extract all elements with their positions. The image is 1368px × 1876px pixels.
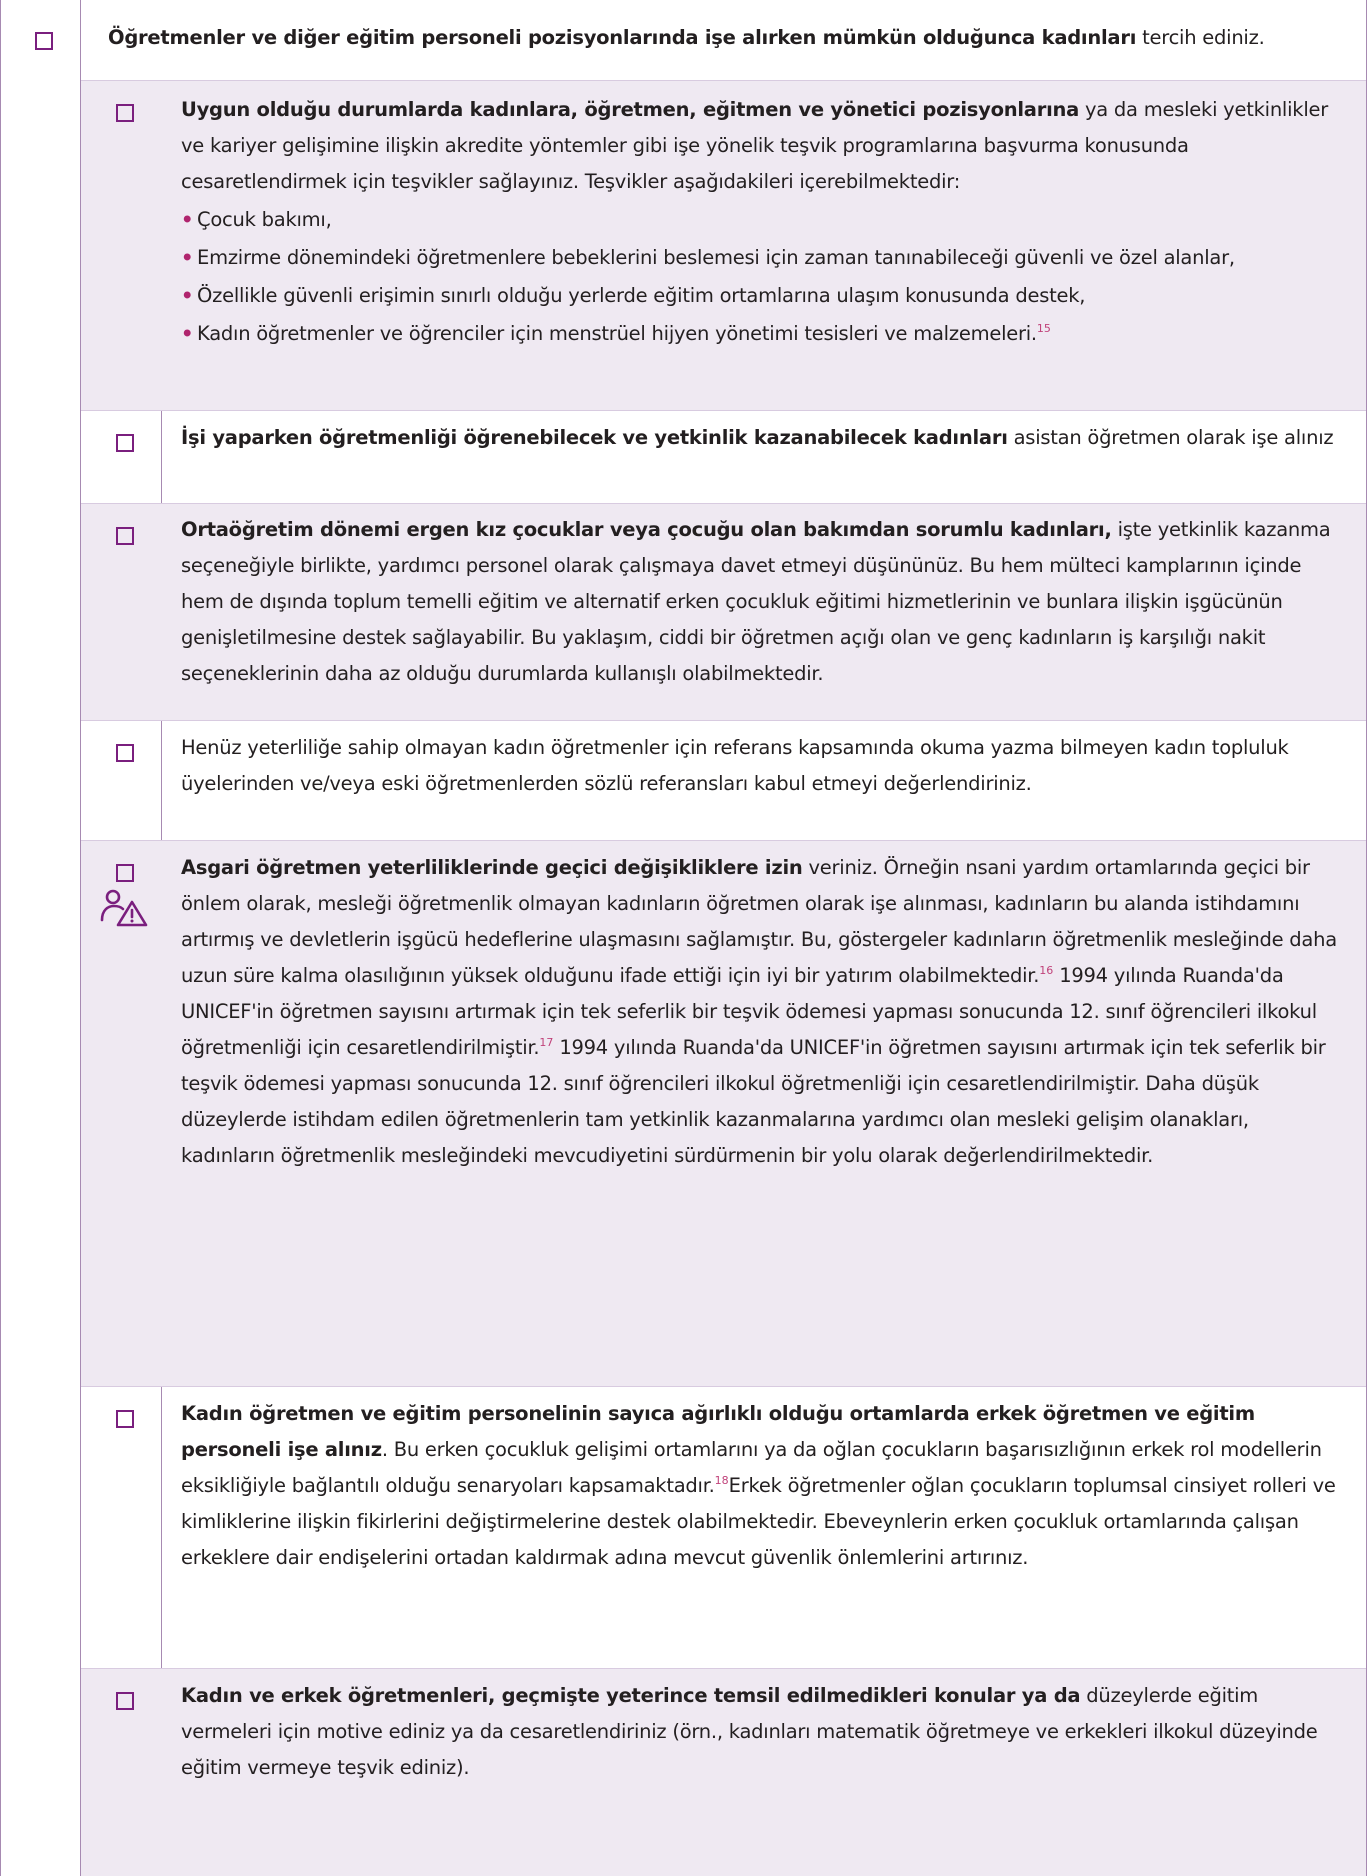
row-5-text (181, 850, 1341, 1174)
bullet-item: • Çocuk bakımı, (181, 202, 1341, 238)
row-1-bold-text: Uygun olduğu durumlarda kadınlara, öğretmen, eğitmen ve yönetici pozisyonlarına (181, 98, 1080, 121)
bullet-dot: • (181, 322, 194, 345)
row-4-rest-text: Henüz yeterliliğe sahip olmayan kadın öğretmenler için referans kapsamında okuma yazma bilmeyen kadın topluluk üyelerinden ve/veya eski öğretmenlerden sözlü referansları kabul etmeyi değerlendiriniz. (181, 736, 1289, 795)
row-1-rest-text: ya da mesleki yetkinlikler ve kariyer gelişimine ilişkin akredite yöntemler gibi işe yönelik teşvik programlarına başvurma konusunda cesaretlendirmek için teşvikler sağlayınız. Teşvikler aşağıdakileri içerebilmektedir: (181, 98, 1328, 193)
outer-right-border (1366, 0, 1367, 1876)
row-separator (81, 720, 1366, 721)
row-separator (81, 1668, 1366, 1669)
row-5-text-part-3: 1994 yılında Ruanda'da UNICEF'in öğretmen sayısını artırmak için tek seferlik bir teşvik ödemesi yapması sonucunda 12. sınıf öğrencileri ilkokul öğretmenliği için cesaretlendirilmiştir. Daha düşük düzeylerde istihdam edilen öğretmenlerin tam yetkinlik kazanmalarına yardımcı olan mesleki gelişim olanakları, kadınların öğretmenlik mesleğindeki mevcudiyetini sürdürmenin bir yolu olarak değerlendirilmektedir. (181, 1036, 1326, 1167)
row-2-bold-text: İşi yaparken öğretmenliği öğrenebilecek ve yetkinlik kazanabilecek kadınları (181, 426, 1008, 449)
checkbox-row-6[interactable] (116, 1410, 134, 1428)
bullet-item: • Kadın öğretmenler ve öğrenciler için menstrüel hijyen yönetimi tesisleri ve malzemeleri.$^{15}$ (181, 316, 1341, 352)
row-7-bold-text: Kadın ve erkek öğretmenleri, geçmişte yeterince temsil edilmedikleri konular ya da (181, 1684, 1081, 1707)
row-separator (81, 1386, 1366, 1387)
row-6-bold-text: Kadın öğretmen ve eğitim personelinin sayıca ağırlıklı olduğu ortamlarda erkek öğretmen ve eğitim personeli işe alınız (181, 1402, 1255, 1461)
outer-left-border (0, 0, 1, 1876)
bullet-dot: • (181, 284, 194, 307)
checkbox-row-1[interactable] (116, 104, 134, 122)
row-2-text (181, 420, 1341, 456)
row-6-text-part-1: . Bu erken çocukluk gelişimi ortamlarını ya da oğlan çocukların başarısızlığının erkek rol modellerin eksikliğiyle bağlantılı olduğu senaryoları kapsamaktadır. (181, 1438, 1322, 1497)
bullet-item: • Emzirme dönemindeki öğretmenlere bebeklerini beslemesi için zaman tanınabileceği güvenli ve özel alanlar, (181, 240, 1341, 276)
bullet-dot: • (181, 246, 194, 269)
row-3-bold-text: Ortaöğretim dönemi ergen kız çocuklar veya çocuğu olan bakımdan sorumlu kadınları, (181, 518, 1112, 541)
row-separator (81, 410, 1366, 411)
row-1-text (181, 92, 1341, 352)
footnote-ref[interactable]: 18 (714, 1474, 729, 1487)
person-warning-icon (100, 888, 148, 928)
checkbox-row-2[interactable] (116, 434, 134, 452)
row-2-rest-text: asistan öğretmen olarak işe alınız (1007, 426, 1334, 449)
row-5-text-part-2: 1994 yılında Ruanda'da UNICEF'in öğretmen sayısını artırmak için tek seferlik bir teşvik ödemesi yapması sonucunda 12. sınıf öğrencileri ilkokul öğretmenliği için cesaretlendirilmiştir. (181, 964, 1317, 1059)
top-column-divider (80, 0, 81, 80)
row-3-rest-text: işte yetkinlik kazanma seçeneğiyle birlikte, yardımcı personel olarak çalışmaya davet etmeyi düşününüz. Bu hem mülteci kamplarının içinde hem de dışında toplum temelli eğitim ve alternatif erken çocukluk eğitimi hizmetlerinin ve bunlara ilişkin işgücünün genişletilmesine destek sağlayabilir. Bu yaklaşım, ciddi bir öğretmen açığı olan ve genç kadınların iş karşılığı nakit seçeneklerinin daha az olduğu durumlarda kullanışlı olabilmektedir. (181, 518, 1331, 685)
row-separator (81, 503, 1366, 504)
bullet-item: • Özellikle güvenli erişimin sınırlı olduğu yerlerde eğitim ortamlarına ulaşım konusunda destek, (181, 278, 1341, 314)
checkbox-row-7[interactable] (116, 1692, 134, 1710)
row-7-text (181, 1678, 1341, 1786)
row-4-text (181, 730, 1341, 802)
footnote-ref[interactable]: 16 (1039, 964, 1054, 977)
checkbox-row-0[interactable] (35, 32, 53, 50)
row-0-bold-text: Öğretmenler ve diğer eğitim personeli pozisyonlarında işe alırken mümkün olduğunca kadınları (108, 26, 1137, 49)
row-5-bold-text: Asgari öğretmen yeterliliklerinde geçici değişikliklere izin (181, 856, 803, 879)
row-6-text-part-2: Erkek öğretmenler oğlan çocukların toplumsal cinsiyet rolleri ve kimliklerine ilişkin fikirlerini değiştirmelerine destek olabilmektedir. Ebeveynlerin erken çocukluk ortamlarında çalışan erkeklere dair endişelerini ortadan kaldırmak adına mevcut güvenlik önlemlerini artırınız. (181, 1474, 1336, 1569)
row-6-text (181, 1396, 1341, 1576)
row-0-rest-text: tercih ediniz. (1136, 26, 1265, 49)
bullet-dot: • (181, 208, 194, 231)
row-0-text (108, 20, 1358, 56)
row-separator (81, 80, 1366, 81)
row-7-rest-text: düzeylerde eğitim vermeleri için motive ediniz ya da cesaretlendiriniz (örn., kadınları matematik öğretmeye ve erkekleri ilkokul düzeyinde eğitim vermeye teşvik ediniz). (181, 1684, 1318, 1779)
footnote-ref[interactable]: 15 (1036, 322, 1051, 335)
checkbox-row-4[interactable] (116, 744, 134, 762)
checkbox-row-5[interactable] (116, 864, 134, 882)
row-3-text (181, 512, 1341, 692)
row-separator (81, 840, 1366, 841)
row-5-text-part-1: veriniz. Örneğin nsani yardım ortamlarında geçici bir önlem olarak, mesleği öğretmenlik olmayan kadınların öğretmen olarak işe alınması, kadınların bu alanda istihdamını artırmış ve devletlerin işgücü hedeflerine ulaşmasını sağlamıştır. Bu, göstergeler kadınların öğretmenlik mesleğinde daha uzun süre kalma olasılığının yüksek olduğunu ifade ettiği için iyi bir yatırım olabilmektedir. (181, 856, 1337, 987)
footnote-ref[interactable]: 17 (539, 1036, 554, 1049)
checkbox-row-3[interactable] (116, 527, 134, 545)
